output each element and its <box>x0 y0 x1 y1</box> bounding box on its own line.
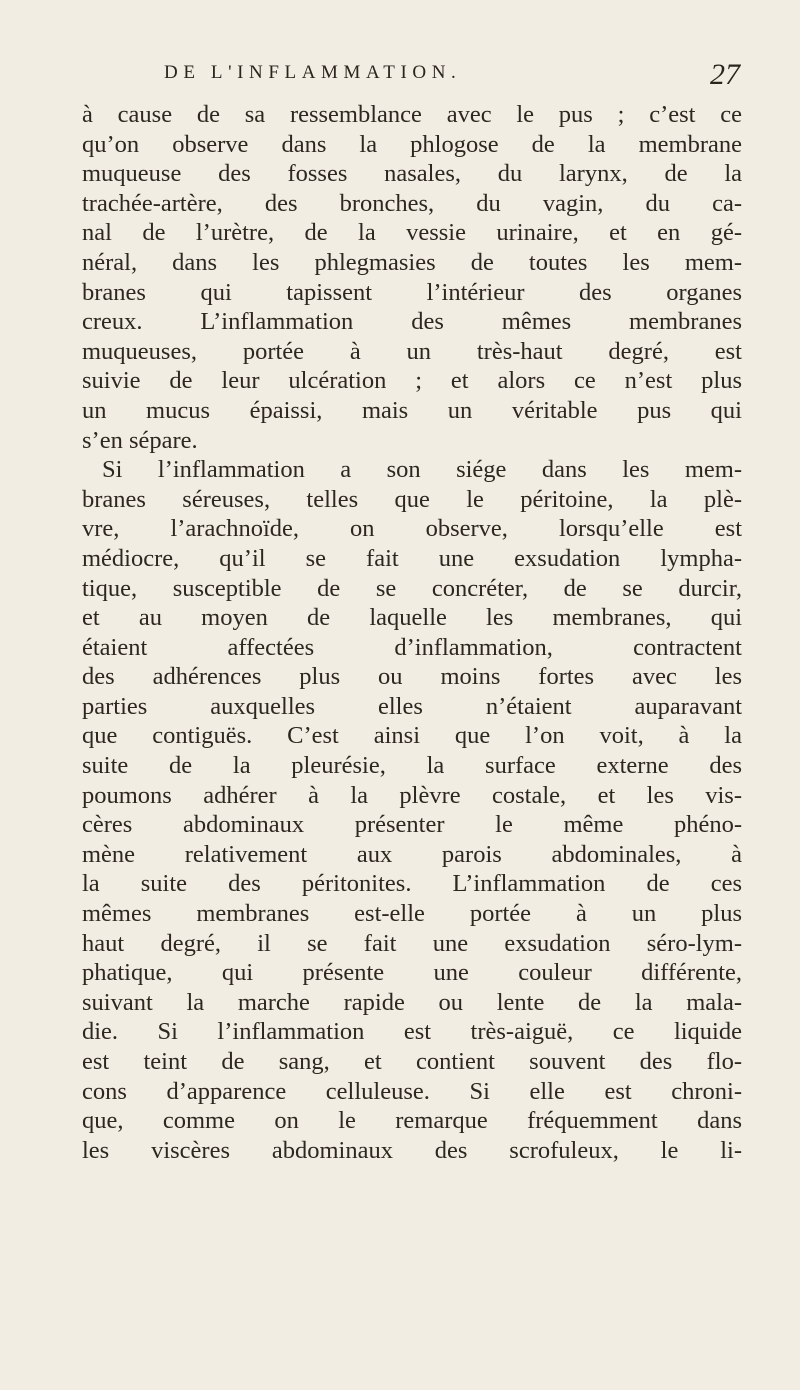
text-line: qu’on observe dans la phlogose de la membrane <box>82 130 742 158</box>
text-line: suivant la marche rapide ou lente de la mala- <box>82 988 742 1016</box>
page-number: 27 <box>710 58 740 91</box>
text-line: nal de l’urètre, de la vessie urinaire, et en gé- <box>82 219 742 247</box>
text-line: branes séreuses, telles que le péritoine, la plè- <box>82 485 742 513</box>
text-line: die. Si l’inflammation est très-aiguë, ce liquide <box>82 1018 742 1046</box>
text-line: cons d’apparence celluleuse. Si elle est chroni- <box>82 1077 742 1105</box>
running-title: DE L'INFLAMMATION. <box>164 62 462 83</box>
text-line: phatique, qui présente une couleur différente, <box>82 959 742 987</box>
text-line: branes qui tapissent l’intérieur des organes <box>82 278 742 306</box>
text-line: creux. L’inflammation des mêmes membranes <box>82 308 742 336</box>
text-line: parties auxquelles elles n’étaient auparavant <box>82 692 742 720</box>
text-line: étaient affectées d’inflammation, contractent <box>82 633 742 661</box>
text-line: muqueuses, portée à un très-haut degré, est <box>82 337 742 365</box>
text-line: à cause de sa ressemblance avec le pus ; c’est ce <box>82 101 742 128</box>
text-line: suivie de leur ulcération ; et alors ce n’est plus <box>82 367 742 395</box>
text-line: néral, dans les phlegmasies de toutes les mem- <box>82 248 742 276</box>
text-line: s’en sépare. <box>82 426 198 454</box>
text-line: cères abdominaux présenter le même phéno- <box>82 811 742 839</box>
text-line: les viscères abdominaux des scrofuleux, le li- <box>82 1136 742 1164</box>
text-line: haut degré, il se fait une exsudation séro-lym- <box>82 929 742 957</box>
text-line: suite de la pleurésie, la surface externe des <box>82 752 742 780</box>
paragraph-start-line: Si l’inflammation a son siége dans les mem- <box>102 456 742 484</box>
text-line: médiocre, qu’il se fait une exsudation lympha- <box>82 544 742 572</box>
text-line: un mucus épaissi, mais un véritable pus qui <box>82 396 742 424</box>
text-line: et au moyen de laquelle les membranes, qui <box>82 604 742 632</box>
text-line: tique, susceptible de se concréter, de se durcir, <box>82 574 742 602</box>
text-line: des adhérences plus ou moins fortes avec les <box>82 663 742 691</box>
text-line: poumons adhérer à la plèvre costale, et les vis- <box>82 781 742 809</box>
text-line: vre, l’arachnoïde, on observe, lorsqu’elle est <box>82 515 742 543</box>
running-head <box>60 58 740 96</box>
text-line: mène relativement aux parois abdominales, à <box>82 840 742 868</box>
text-line: la suite des péritonites. L’inflammation de ces <box>82 870 742 898</box>
text-line: trachée-artère, des bronches, du vagin, du ca- <box>82 189 742 217</box>
body-text <box>82 100 742 1165</box>
text-line: muqueuse des fosses nasales, du larynx, de la <box>82 160 742 188</box>
text-line: que, comme on le remarque fréquemment dans <box>82 1107 742 1135</box>
text-line: mêmes membranes est-elle portée à un plus <box>82 900 742 928</box>
text-line: est teint de sang, et contient souvent des flo- <box>82 1048 742 1075</box>
text-line: que contiguës. C’est ainsi que l’on voit, à la <box>82 722 742 750</box>
